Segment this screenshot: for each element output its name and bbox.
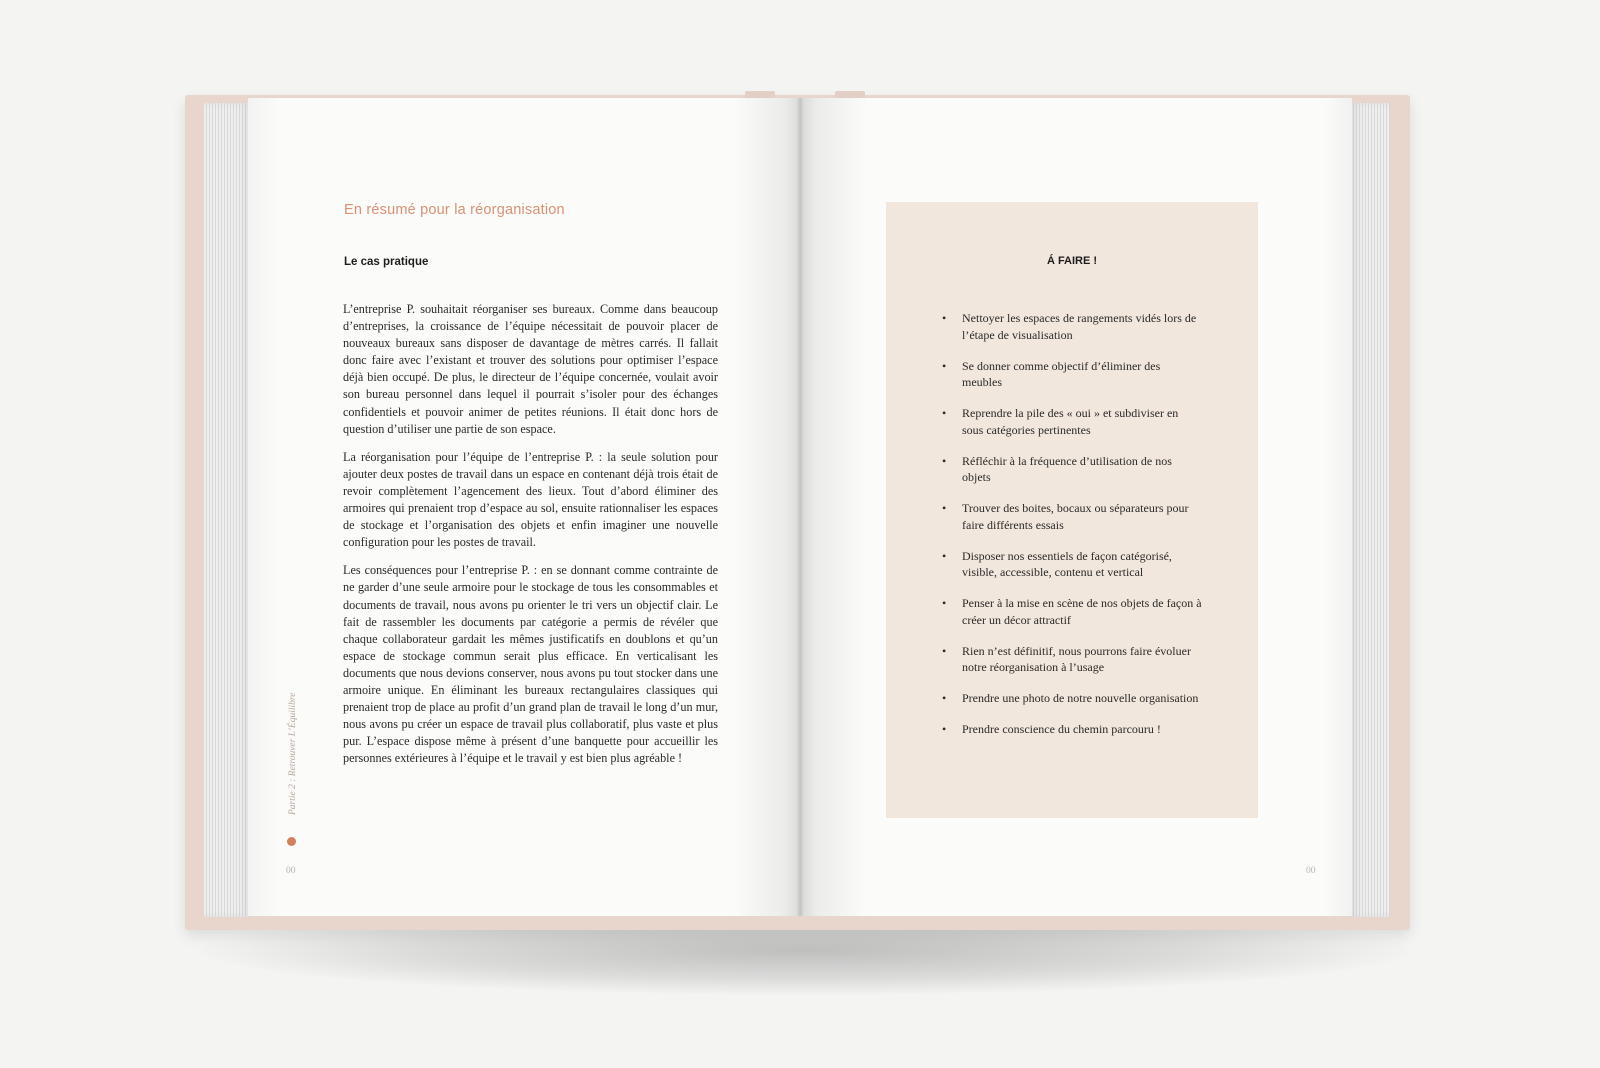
list-item: [942, 310, 1202, 343]
bullet-icon: •: [942, 691, 947, 705]
list-item-text: Prendre conscience du chemin parcouru !: [962, 722, 1161, 736]
todo-list: [942, 310, 1202, 752]
book-gutter: [796, 98, 804, 916]
todo-title: Á FAIRE !: [1046, 255, 1098, 267]
bullet-icon: •: [942, 358, 947, 373]
bullet-icon: •: [942, 406, 947, 420]
bullet-icon: •: [942, 453, 947, 468]
body-text: [343, 301, 718, 778]
list-item-text: Disposer nos essentiels de façon catégorisé, visible, accessible, contenu et vertical: [962, 548, 1172, 579]
list-item: [942, 721, 1202, 738]
list-item: [942, 453, 1202, 486]
list-item-text: Penser à la mise en scène de nos objets de façon à créer un décor attractif: [962, 596, 1202, 627]
page-number-right: 00: [1306, 866, 1316, 876]
list-item-text: Nettoyer les espaces de rangements vidés lors de l’étape de visualisation: [962, 311, 1197, 342]
list-item-text: Trouver des boites, bocaux ou séparateurs pour faire différents essais: [962, 501, 1189, 532]
paragraph: L’entreprise P. souhaitait réorganiser ses bureaux. Comme dans beaucoup d’entreprises, la croissance de l’équipe nécessitait de pouvoir placer de nouveaux bureaux sans disposer de davantage de mètres carrés. Il fallait donc faire avec l’existant et trouver des solutions pour optimiser l’espace déjà bien occupé. De plus, le directeur de l’équipe concernée, voulait avoir son bureau personnel dans lequel il pourrait s’isoler pour des échanges confidentiels et pouvoir animer de petites réunions. Il était donc hors de question d’utiliser une partie de son espace.: [343, 302, 718, 436]
page-edges-left: [204, 103, 250, 917]
accent-dot-icon: [287, 837, 296, 846]
bullet-icon: •: [942, 722, 947, 736]
paragraph: Les conséquences pour l’entreprise P. : en se donnant comme contrainte de ne garder d’une seule armoire pour le stockage de tous les consommables et documents de travail, nous avons pu orienter le tri vers un objectif clair. Le fait de rassembler les documents par catégorie a permis de révéler que chaque collaborateur gardait les mêmes justificatifs en doublons et qu’un espace de stockage commun serait plus efficace. En verticalisant les documents que nous devions conserver, nous avons pu tout stocker dans une armoire unique. En éliminant les bureaux rectangulaires classiques qui prenaient trop de place au profit d’un grand plan de travail le long d’un mur, nous avons pu créer un espace de travail plus collaboratif, plus vaste et plus pur. L’espace dispose même à présent d’une banquette pour accueillir les personnes extérieures à l’équipe et le travail y est bien plus agréable !: [343, 563, 718, 766]
list-item: [942, 405, 1202, 438]
paragraph: La réorganisation pour l’équipe de l’entreprise P. : la seule solution pour ajouter deux postes de travail dans un espace en contenant déjà trois était de revoir complètement l’agencement des lieux. Tout d’abord éliminer des armoires qui prenaient trop d’espace au sol, ensuite rationnaliser les espaces de stockage et l’organisation des objets et enfin imaginer une nouvelle configuration pour les postes de travail.: [343, 449, 718, 550]
list-item-text: Rien n’est définitif, nous pourrons faire évoluer notre réorganisation à l’usage: [962, 643, 1191, 674]
bullet-icon: •: [942, 501, 947, 515]
list-item: [942, 690, 1202, 707]
section-title: En résumé pour la réorganisation: [344, 202, 565, 218]
list-item: [942, 500, 1202, 533]
todo-box: [886, 202, 1258, 818]
list-item-text: Se donner comme objectif d’éliminer des meubles: [962, 358, 1161, 389]
list-item: [942, 595, 1202, 628]
list-item: [942, 548, 1202, 581]
list-item: [942, 643, 1202, 676]
page-number-left: 00: [286, 866, 296, 876]
bullet-icon: •: [942, 596, 947, 610]
list-item-text: Prendre une photo de notre nouvelle organisation: [962, 691, 1199, 705]
running-header: Partie 2 : Retrouver L’Équilibre: [288, 692, 298, 815]
bullet-icon: •: [942, 311, 947, 325]
bullet-icon: •: [942, 548, 947, 563]
page-edges-right: [1350, 103, 1390, 917]
bullet-icon: •: [942, 643, 947, 658]
list-item-text: Réfléchir à la fréquence d’utilisation de nos objets: [962, 453, 1172, 484]
list-item: [942, 358, 1202, 391]
list-item-text: Reprendre la pile des « oui » et subdiviser en sous catégories pertinentes: [962, 406, 1179, 437]
case-study-title: Le cas pratique: [344, 256, 429, 268]
